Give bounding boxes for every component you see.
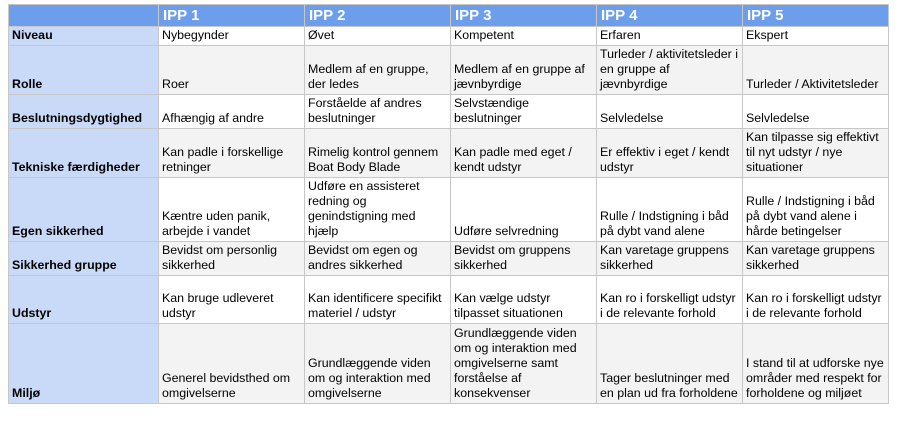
- table-cell: Rulle / Indstigning i båd på dybt vand alene i hårde betingelser: [743, 178, 889, 242]
- column-header: IPP 4: [597, 5, 743, 27]
- table-cell: Selvledelse: [597, 95, 743, 129]
- table-cell: Kan ro i forskelligt udstyr i de relevante forhold: [597, 276, 743, 324]
- table-cell: Kan bruge udleveret udstyr: [159, 276, 305, 324]
- table-cell: Udføre en assisteret redning og genindstigning med hjælp: [305, 178, 451, 242]
- corner-cell: [9, 5, 159, 27]
- table-row: [9, 27, 889, 46]
- row-label: Tekniske færdigheder: [9, 129, 159, 178]
- ipp-table: [8, 4, 889, 404]
- table-cell: Tager beslutninger med en plan ud fra forholdene: [597, 324, 743, 404]
- table-cell: Kan tilpasse sig effektivt til nyt udstyr / nye situationer: [743, 129, 889, 178]
- table-cell: Kan varetage gruppens sikkerhed: [597, 242, 743, 276]
- row-label: Sikkerhed gruppe: [9, 242, 159, 276]
- table-cell: Øvet: [305, 27, 451, 46]
- table-cell: Kan ro i forskelligt udstyr i de relevante forhold: [743, 276, 889, 324]
- table-cell: Ekspert: [743, 27, 889, 46]
- table-cell: Bevidst om egen og andres sikkerhed: [305, 242, 451, 276]
- row-label: Rolle: [9, 46, 159, 95]
- table-row: [9, 178, 889, 242]
- table-row: [9, 46, 889, 95]
- header-row: [9, 5, 889, 27]
- table-cell: Kan padle med eget / kendt udstyr: [451, 129, 597, 178]
- table-row: [9, 95, 889, 129]
- table-row: [9, 276, 889, 324]
- table-cell: Medlem af en gruppe, der ledes: [305, 46, 451, 95]
- table-cell: Bevidst om gruppens sikkerhed: [451, 242, 597, 276]
- table-cell: Er effektiv i eget / kendt udstyr: [597, 129, 743, 178]
- table-cell: Kan identificere specifikt materiel / udstyr: [305, 276, 451, 324]
- table-row: [9, 242, 889, 276]
- table-cell: I stand til at udforske nye områder med respekt for forholdene og miljøet: [743, 324, 889, 404]
- column-header: IPP 5: [743, 5, 889, 27]
- table-cell: Forståelde af andres beslutninger: [305, 95, 451, 129]
- column-header: IPP 1: [159, 5, 305, 27]
- table-row: [9, 129, 889, 178]
- table-cell: Erfaren: [597, 27, 743, 46]
- table-cell: Grundlæggende viden om og interaktion med omgivelserne samt forståelse af konsekvenser: [451, 324, 597, 404]
- row-label: Udstyr: [9, 276, 159, 324]
- table-cell: Kan padle i forskellige retninger: [159, 129, 305, 178]
- table-cell: Medlem af en gruppe af jævnbyrdige: [451, 46, 597, 95]
- table-cell: Udføre selvredning: [451, 178, 597, 242]
- table-cell: Kan varetage gruppens sikkerhed: [743, 242, 889, 276]
- table-cell: Nybegynder: [159, 27, 305, 46]
- row-label: Miljø: [9, 324, 159, 404]
- table-cell: Afhængig af andre: [159, 95, 305, 129]
- table-cell: Kan vælge udstyr tilpasset situationen: [451, 276, 597, 324]
- row-label: Egen sikkerhed: [9, 178, 159, 242]
- table-cell: Rulle / Indstigning i båd på dybt vand alene: [597, 178, 743, 242]
- table-cell: Selvstændige beslutninger: [451, 95, 597, 129]
- table-cell: Bevidst om personlig sikkerhed: [159, 242, 305, 276]
- table-row: [9, 324, 889, 404]
- row-label: Beslutningsdygtighed: [9, 95, 159, 129]
- table-cell: Roer: [159, 46, 305, 95]
- table-cell: Selvledelse: [743, 95, 889, 129]
- table-cell: Kæntre uden panik, arbejde i vandet: [159, 178, 305, 242]
- table-cell: Turleder / Aktivitetsleder: [743, 46, 889, 95]
- table-cell: Generel bevidsthed om omgivelserne: [159, 324, 305, 404]
- table-cell: Kompetent: [451, 27, 597, 46]
- row-label: Niveau: [9, 27, 159, 46]
- table-cell: Grundlæggende viden om og interaktion med omgivelserne: [305, 324, 451, 404]
- table-cell: Rimelig kontrol gennem Boat Body Blade: [305, 129, 451, 178]
- column-header: IPP 3: [451, 5, 597, 27]
- table-cell: Turleder / aktivitetsleder i en gruppe af jævnbyrdige: [597, 46, 743, 95]
- column-header: IPP 2: [305, 5, 451, 27]
